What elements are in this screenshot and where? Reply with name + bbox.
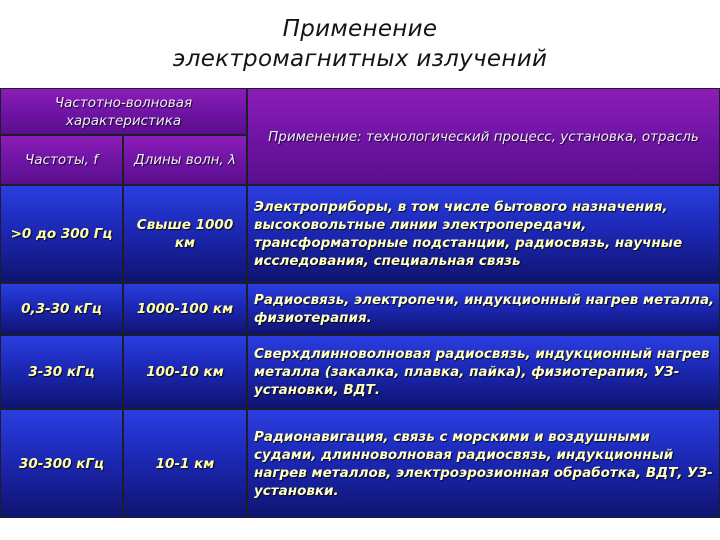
row-2-frequency: 0,3-30 кГц bbox=[1, 284, 122, 334]
row-1-wavelength: Свыше 1000 км bbox=[124, 186, 246, 282]
title-line-2: электромагнитных излучений bbox=[172, 46, 548, 72]
title-line-1: Применение bbox=[282, 16, 438, 42]
row-1-application: Электроприборы, в том числе бытового назначения, высоковольтные линии электропередачи, трансформаторные подстанции, радиосвязь, научные исследования, специальная связь bbox=[248, 186, 719, 282]
row-2-application: Радиосвязь, электропечи, индукционный нагрев металла, физиотерапия. bbox=[248, 284, 719, 334]
row-3-application: Сверхдлинноволновая радиосвязь, индукционный нагрев металла (закалка, плавка, пайка), физиотерапия, УЗ-установки, ВДТ. bbox=[248, 336, 719, 408]
row-4-wavelength: 10-1 км bbox=[124, 410, 246, 517]
header-frequency-wave-group: Частотно-волновая характеристика bbox=[1, 89, 246, 134]
row-2-wavelength: 1000-100 км bbox=[124, 284, 246, 334]
row-4-frequency: 30-300 кГц bbox=[1, 410, 122, 517]
row-4-application: Радионавигация, связь с морскими и воздушными судами, длинноволновая радиосвязь, индукционный нагрев металлов, электроэрозионная обработка, ВДТ, УЗ-установки. bbox=[248, 410, 719, 517]
header-application: Применение: технологический процесс, установка, отрасль bbox=[248, 89, 719, 184]
row-3-frequency: 3-30 кГц bbox=[1, 336, 122, 408]
applications-table bbox=[0, 88, 720, 518]
row-3-wavelength: 100-10 км bbox=[124, 336, 246, 408]
page-title bbox=[0, 14, 720, 74]
header-frequency: Частоты, f bbox=[1, 136, 122, 184]
header-wavelength: Длины волн, λ bbox=[124, 136, 246, 184]
row-1-frequency: >0 до 300 Гц bbox=[1, 186, 122, 282]
